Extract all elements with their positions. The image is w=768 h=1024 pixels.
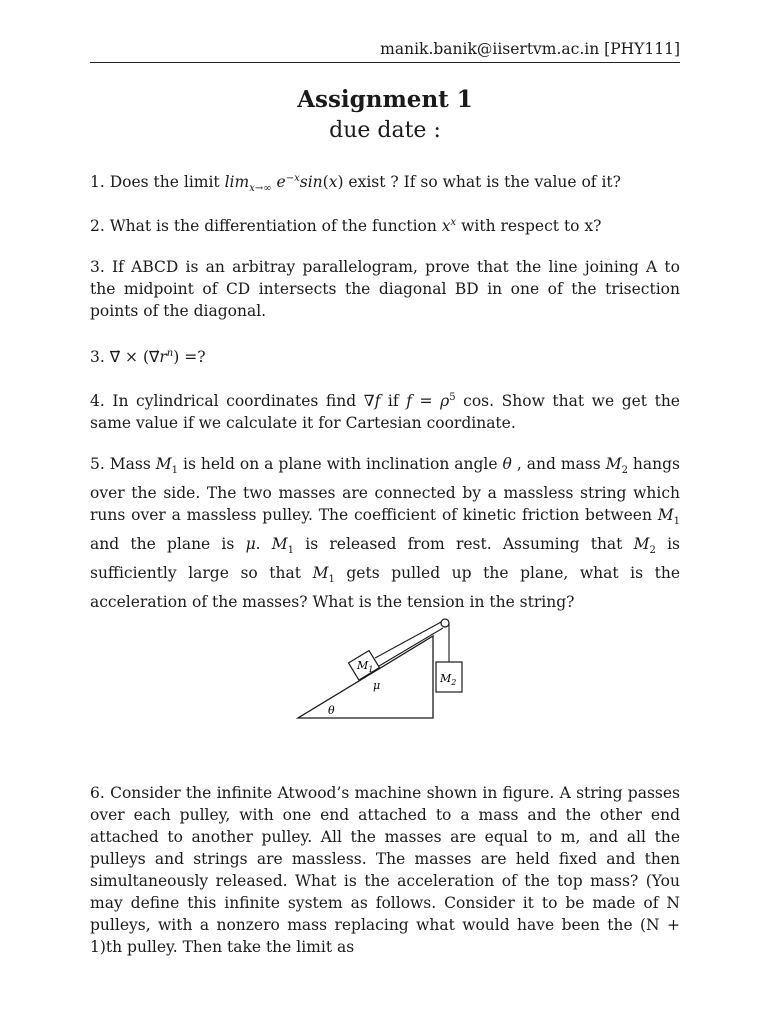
problem-text: ∇⃗ × $(\nabla⃗r^n)$ =? bbox=[109, 348, 206, 367]
m2-label: $M_2$ bbox=[440, 672, 457, 687]
inclined-plane-figure bbox=[295, 612, 565, 731]
problem-number: 5. bbox=[90, 455, 105, 473]
problem-3a bbox=[90, 256, 680, 322]
problem-1 bbox=[90, 168, 680, 200]
problem-2 bbox=[90, 212, 680, 237]
problem-6 bbox=[90, 782, 680, 958]
problem-text: Does the limit $\lim_{x\to\infty} e^{-x}\sin(x)$ exist ? If so what is the value of it? bbox=[109, 173, 621, 195]
header-contact: manik.banik@iisertvm.ac.in [PHY111] bbox=[380, 40, 680, 58]
problem-text: What is the differentiation of the function $x^x$ with respect to x? bbox=[109, 217, 602, 236]
page-title: Assignment 1 bbox=[297, 86, 473, 113]
mu-label: μ bbox=[373, 679, 381, 692]
problem-number: 3. bbox=[90, 258, 105, 276]
due-date: due date : bbox=[329, 118, 441, 143]
problem-4 bbox=[90, 387, 680, 434]
problem-text: Consider the infinite Atwood’s machine shown in figure. A string passes over each pulley, with one end attached to a mass and the other end attached to another pulley. All the masses are equal to m, and all the pulleys and strings are massless. The masses are held fixed and then simultaneously released. What is the acceleration of the top mass? (You may define this infinite system as follows. Consider it to be made of N pulleys, with a nonzero mass replacing what would have been the (N + 1)th pulley. Then take the limit as bbox=[90, 784, 680, 956]
problem-number: 3. bbox=[90, 348, 105, 367]
problem-number: 1. bbox=[90, 173, 105, 192]
pulley-icon bbox=[441, 619, 449, 627]
problem-text: In cylindrical coordinates find ∇f if $f = \rho^5$ cos. Show that we get the same value if we calculate it for Cartesian coordinate. bbox=[90, 392, 680, 433]
theta-label: θ bbox=[328, 704, 335, 717]
problem-text: Mass $M_1$ is held on a plane with inclination angle θ , and mass $M_2$ hangs over the side. The two masses are connected by a massless string which runs over a massless pulley. The coefficient of kinetic friction between $M_1$ and the plane is μ. $M_1$ is released from rest. Assuming that $M_2$ is sufficiently large so that $M_1$ gets pulled up the plane, what is the acceleration of the masses? What is the tension in the string? bbox=[90, 455, 680, 612]
figure-svg bbox=[295, 612, 565, 727]
problem-text: If ABCD is an arbitray parallelogram, prove that the line joining A to the midpoint of CD intersects the diagonal BD in one of the trisection points of the diagonal. bbox=[90, 258, 680, 320]
header-rule bbox=[90, 62, 680, 63]
problem-number: 4. bbox=[90, 392, 105, 411]
problem-number: 2. bbox=[90, 217, 105, 236]
problem-5 bbox=[90, 453, 680, 613]
problem-3b bbox=[90, 343, 680, 368]
problem-number: 6. bbox=[90, 784, 105, 802]
m1-label: $M_1$ bbox=[357, 659, 374, 674]
incline-triangle bbox=[298, 636, 433, 718]
